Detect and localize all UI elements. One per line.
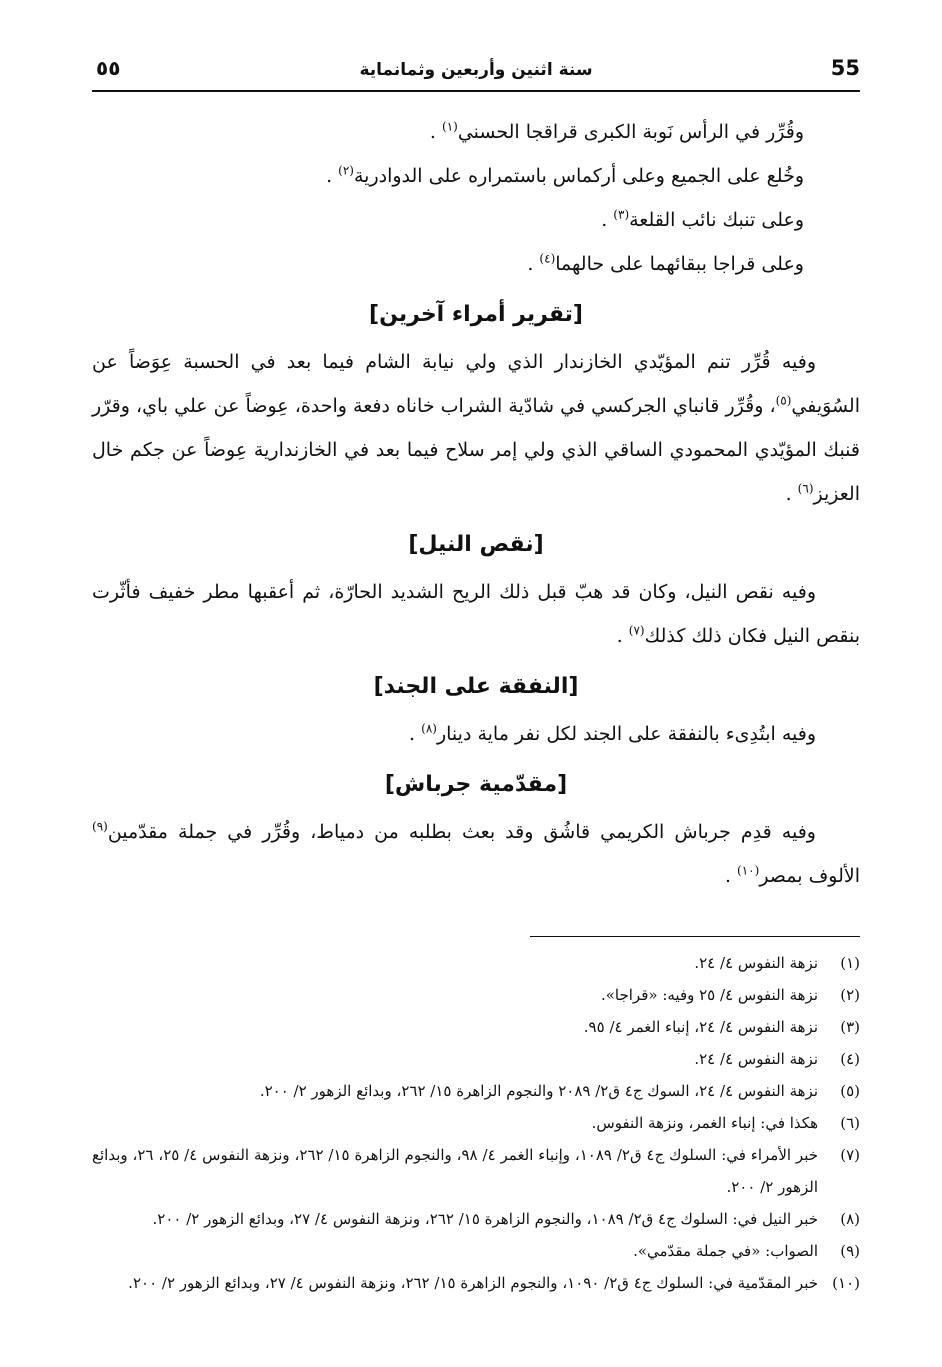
footnotes [92,947,860,1299]
paragraph-end: . [724,865,731,887]
footnote-ref[interactable]: (٢) [338,163,354,178]
footnote-item [92,1011,860,1043]
footnote-number: (٩) [840,1242,860,1260]
footnote-text: خبر النيل في: السلوك ج٤ ق٢/ ١٠٨٩، والنجوم الزاهرة ١٥/ ٢٦٢، ونزهة النفوس ٤/ ٢٧، وبدائع الزهور ٢/ ٢٠٠. [152,1210,818,1228]
line-text: وخُلع على الجميع وعلى أركماس باستمراره على الدوادرية [353,165,804,187]
footnote-ref[interactable]: (٦) [797,481,814,496]
paragraph-text: ، وقُرِّر قانباي الجركسي في شادّية الشراب خاناه دفعة واحدة، عِوضاً عن علي باي، وقرّر قنبك المؤيّدي المحمودي الساقي الذي ولي إمر سلاح فيما بعد في الخازندارية عِوضاً عن جكم خال العزيز [92,395,860,505]
text-line [92,154,860,198]
paragraph-end: . [616,625,623,647]
footnote-number: (٦) [840,1114,860,1132]
paragraph-end: . [409,723,416,745]
footnote-text: نزهة النفوس ٤/ ٢٤، إنباء الغمر ٤/ ٩٥. [583,1018,818,1036]
footnote-ref[interactable]: (١٠) [737,863,760,878]
footnote-number: (١) [840,954,860,972]
line-end: . [326,165,333,187]
text-line [92,198,860,242]
line-text: وعلى قراجا ببقائهما على حالهما [555,253,804,275]
text-line [92,242,860,286]
line-text: وقُرِّر في الرأس نَوبة الكبرى قراقجا الحسني [457,121,804,143]
footnote-text: خبر الأمراء في: السلوك ج٤ ق٢/ ١٠٨٩، وإنباء الغمر ٤/ ٩٨، والنجوم الزاهرة ١٥/ ٢٦٢، ونزهة النفوس ٤/ ٢٥، ٢٦، وبدائع الزهور ٢/ ٢٠٠. [92,1146,818,1196]
footnote-item [92,1043,860,1075]
paragraph-text: الألوف بمصر [759,865,860,887]
paragraph-text: وفيه قُرِّر تنم المؤيّدي الخازندار الذي ولي نيابة الشام فيما بعد في الحسبة عِوَضاً عن السُوَيفي [92,351,860,417]
line-text: وعلى تنبك نائب القلعة [629,209,804,231]
footnote-item [92,1107,860,1139]
footnote-item [92,1235,860,1267]
paragraph [92,340,860,516]
main-text [92,110,860,898]
footnote-separator [530,936,860,937]
footnote-text: نزهة النفوس ٤/ ٢٤. [694,1050,818,1068]
footnote-item [92,1139,860,1203]
paragraph-text: وفيه نقص النيل، وكان قد هبّ قبل ذلك الريح الشديد الحارّة، ثم أعقبها مطر خفيف فأثّرت بنقص النيل فكان ذلك كذلك [92,581,860,647]
line-end: . [429,121,436,143]
footnote-item [92,1203,860,1235]
footnote-item [92,1267,860,1299]
footnote-text: نزهة النفوس ٤/ ٢٤، السوك ج٤ ق٢/ ٢٠٨٩ والنجوم الزاهرة ١٥/ ٢٦٢، وبدائع الزهور ٢/ ٢٠٠. [259,1082,818,1100]
footnote-item [92,947,860,979]
section-heading: [تقرير أمراء آخرين] [369,302,583,327]
footnote-ref[interactable]: (٨) [421,721,437,736]
paragraph [92,810,860,898]
footnote-item [92,979,860,1011]
footnote-text: الصواب: «في جملة مقدّمي». [633,1242,818,1260]
footnote-ref[interactable]: (١) [442,119,458,134]
section-heading: [مقدّمية جرباش] [384,772,568,797]
footnote-ref[interactable]: (٥) [775,393,792,408]
page-number-arabic: ٥٥ [96,56,121,80]
line-end: . [601,209,608,231]
book-page [92,52,860,1299]
footnote-text: نزهة النفوس ٤/ ٢٥ وفيه: «قراجا». [600,986,818,1004]
text-line [92,110,860,154]
footnote-ref[interactable]: (٤) [539,251,556,266]
footnote-item [92,1075,860,1107]
running-title: سنة اثنين وأربعين وثمانماية [359,60,593,80]
footnote-ref[interactable]: (٧) [628,623,645,638]
footnote-number: (٨) [840,1210,860,1228]
footnote-number: (٣) [840,1018,860,1036]
paragraph [92,570,860,658]
footnote-number: (٤) [840,1050,860,1068]
footnote-number: (٧) [840,1146,860,1164]
page-number-latin: 55 [830,56,860,80]
footnote-text: نزهة النفوس ٤/ ٢٤. [694,954,818,972]
paragraph-end: . [785,483,792,505]
footnote-text: خبر المقدّمية في: السلوك ج٤ ق٢/ ١٠٩٠، والنجوم الزاهرة ١٥/ ٢٦٢، ونزهة النفوس ٤/ ٢٧، وبدائع الزهور ٢/ ٢٠٠. [128,1274,818,1292]
line-end: . [527,253,534,275]
footnote-text: هكذا في: إنباء الغمر، ونزهة النفوس. [591,1114,818,1132]
paragraph [92,712,860,756]
footnote-ref[interactable]: (٣) [613,207,630,222]
section-heading: [نقص النيل] [408,532,544,557]
footnote-number: (٥) [840,1082,860,1100]
paragraph-text: وفيه قدِم جرباش الكريمي قاشُق وقد بعث بطلبه من دمياط، وقُرِّر في جملة مقدّمين [107,821,816,843]
footnote-number: (١٠) [832,1274,860,1292]
section-heading: [النفقة على الجند] [373,674,579,699]
page-header [92,52,860,92]
paragraph-text: وفيه ابتُدِىء بالنفقة على الجند لكل نفر ماية دينار [436,723,816,745]
footnote-ref[interactable]: (٩) [92,819,108,834]
footnote-number: (٢) [840,986,860,1004]
